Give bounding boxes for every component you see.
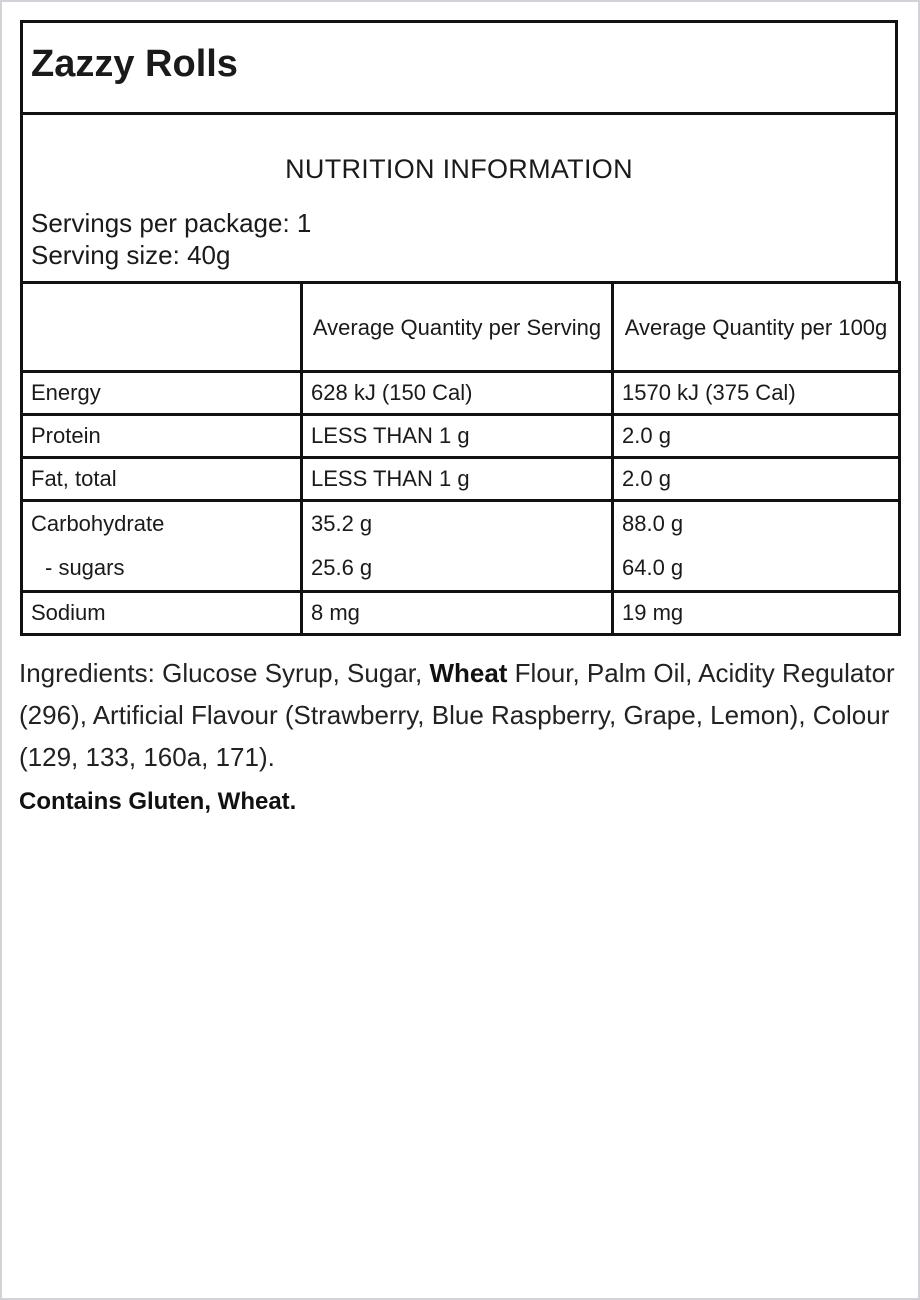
table-row [22,592,900,635]
nutrient-name: Energy [22,372,302,415]
table-header-row [22,283,900,372]
per-100g-value: 2.0 g [613,415,900,458]
per-serving-value: 628 kJ (150 Cal) [302,372,613,415]
nutrient-name: Carbohydrate [31,511,165,536]
nutrient-name: Protein [22,415,302,458]
per-serving-value: 35.2 g [311,511,373,536]
title-box [20,20,898,115]
per-serving-value: LESS THAN 1 g [302,458,613,501]
nutrient-name: Fat, total [22,458,302,501]
per-serving-value: LESS THAN 1 g [302,415,613,458]
per-100g-value: 19 mg [613,592,900,635]
table-row [22,458,900,501]
allergen-statement: Contains Gluten, Wheat. [19,788,297,815]
table-row [22,415,900,458]
nutrient-name-group [22,501,302,592]
per-serving-value: 25.6 g [311,555,373,580]
nutrition-label [20,20,898,636]
header-cell-per-serving: Average Quantity per Serving [302,283,613,372]
header-cell-per-100g: Average Quantity per 100g [613,283,900,372]
per-100g-value: 1570 kJ (375 Cal) [613,372,900,415]
nutrition-info-box [20,115,898,281]
ingredients-prefix: Ingredients: Glucose Syrup, Sugar, [19,658,430,688]
product-title: Zazzy Rolls [31,43,238,85]
table-row [22,372,900,415]
ingredients-text [19,652,899,778]
header-cell-empty [22,283,302,372]
per-100g-value: 88.0 g [622,511,684,536]
nutrition-table [20,281,901,636]
ingredients-suffix: Flour, Palm Oil, Acidity Regulator (296), Artificial Flavour (Strawberry, Blue Raspberry, Grape, Lemon), Colour (129, 133, 160a, 171). [19,658,895,772]
nutrient-name: Sodium [22,592,302,635]
ingredients-allergen-highlight: Wheat [429,658,508,688]
nutrient-subname: - sugars [45,555,125,580]
table-row [22,501,900,592]
per-100g-value: 64.0 g [622,555,684,580]
nutrition-heading: NUTRITION INFORMATION [285,154,633,184]
per-serving-group [302,501,613,592]
per-serving-value: 8 mg [302,592,613,635]
serving-size: Serving size: 40g [31,240,231,270]
per-100g-value: 2.0 g [613,458,900,501]
servings-per-package: Servings per package: 1 [31,208,312,238]
per-100g-group [613,501,900,592]
